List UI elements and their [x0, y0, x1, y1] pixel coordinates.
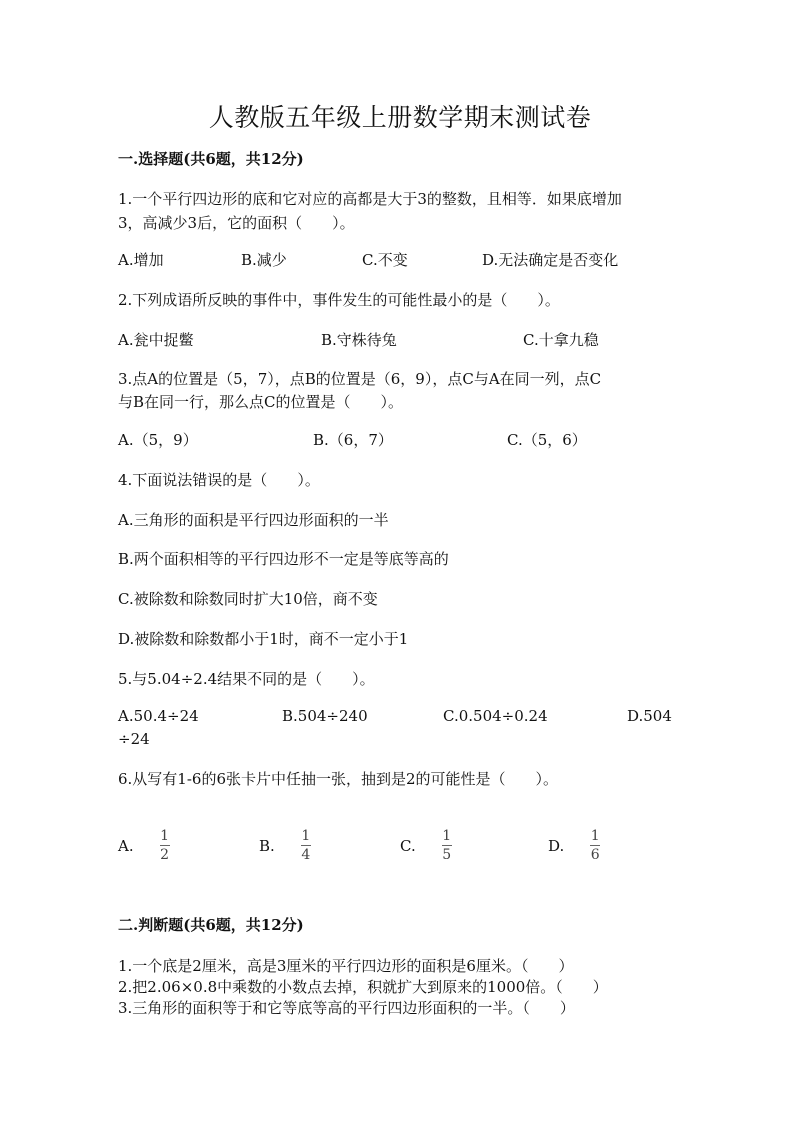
- q6-option-d: [548, 828, 600, 863]
- fraction-numerator: 1: [442, 828, 452, 844]
- q4-option-d: D.被除数和除数都小于1时，商不一定小于1: [118, 630, 409, 648]
- fraction-denominator: 5: [442, 847, 452, 863]
- fraction: [590, 828, 600, 863]
- q6-option-d-label: D.: [548, 836, 565, 855]
- fraction: [160, 828, 170, 863]
- q4-option-b: B.两个面积相等的平行四边形不一定是等底等高的: [118, 550, 449, 568]
- section-heading-choice: 一.选择题(共6题，共12分): [118, 150, 304, 168]
- q4-option-a: A.三角形的面积是平行四边形面积的一半: [118, 511, 389, 529]
- q3-option-a: A.（5，9）: [118, 431, 198, 449]
- q5-option-d-wrap: ÷24: [118, 730, 150, 748]
- q6-option-a-label: A.: [118, 836, 134, 855]
- q1-option-a: A.增加: [118, 251, 164, 269]
- fraction-denominator: 4: [301, 847, 311, 863]
- fraction: [442, 828, 452, 863]
- fraction-numerator: 1: [160, 828, 170, 844]
- q5-option-c: C.0.504÷0.24: [443, 707, 548, 725]
- q6-option-c: [400, 828, 452, 863]
- question-6-line-1: 6.从写有1-6的6张卡片中任抽一张，抽到是2的可能性是（ ）。: [118, 770, 559, 788]
- q5-option-d: D.504: [627, 707, 672, 725]
- question-2-line-1: 2.下列成语所反映的事件中，事件发生的可能性最小的是（ ）。: [118, 291, 560, 309]
- section-heading-judge: 二.判断题(共6题，共12分): [118, 916, 304, 934]
- fraction-denominator: 6: [590, 847, 600, 863]
- q3-option-b: B.（6，7）: [313, 431, 393, 449]
- judge-item-3: 3.三角形的面积等于和它等底等高的平行四边形面积的一半。（ ）: [118, 999, 575, 1017]
- q6-option-b: [259, 828, 311, 863]
- q6-option-a: [118, 828, 170, 863]
- q1-option-d: D.无法确定是否变化: [482, 251, 619, 269]
- q1-option-b: B.减少: [241, 251, 287, 269]
- q3-option-c: C.（5，6）: [507, 431, 587, 449]
- question-1-line-1: 1.一个平行四边形的底和它对应的高都是大于3的整数，且相等．如果底增加: [118, 190, 622, 208]
- question-3-line-2: 与B在同一行，那么点C的位置是（ ）。: [118, 393, 404, 411]
- question-3-line-1: 3.点A的位置是（5，7），点B的位置是（6，9），点C与A在同一列，点C: [118, 370, 602, 388]
- q6-option-c-label: C.: [400, 836, 416, 855]
- fraction-numerator: 1: [590, 828, 600, 844]
- fraction: [301, 828, 311, 863]
- fraction-numerator: 1: [301, 828, 311, 844]
- judge-item-2: 2.把2.06×0.8中乘数的小数点去掉，积就扩大到原来的1000倍。（ ）: [118, 978, 608, 996]
- question-5-line-1: 5.与5.04÷2.4结果不同的是（ ）。: [118, 670, 375, 688]
- q2-option-b: B.守株待兔: [321, 331, 397, 349]
- judge-item-1: 1.一个底是2厘米，高是3厘米的平行四边形的面积是6厘米。（ ）: [118, 957, 574, 975]
- q4-option-c: C.被除数和除数同时扩大10倍，商不变: [118, 590, 378, 608]
- page-title: 人教版五年级上册数学期末测试卷: [208, 103, 592, 132]
- question-4-line-1: 4.下面说法错误的是（ ）。: [118, 471, 320, 489]
- q5-option-b: B.504÷240: [282, 707, 368, 725]
- q2-option-c: C.十拿九稳: [523, 331, 599, 349]
- fraction-denominator: 2: [160, 847, 170, 863]
- q5-option-a: A.50.4÷24: [118, 707, 199, 725]
- q2-option-a: A.瓮中捉鳖: [118, 331, 194, 349]
- question-1-line-2: 3，高减少3后，它的面积（ ）。: [118, 214, 355, 232]
- q6-option-b-label: B.: [259, 836, 275, 855]
- q1-option-c: C.不变: [362, 251, 408, 269]
